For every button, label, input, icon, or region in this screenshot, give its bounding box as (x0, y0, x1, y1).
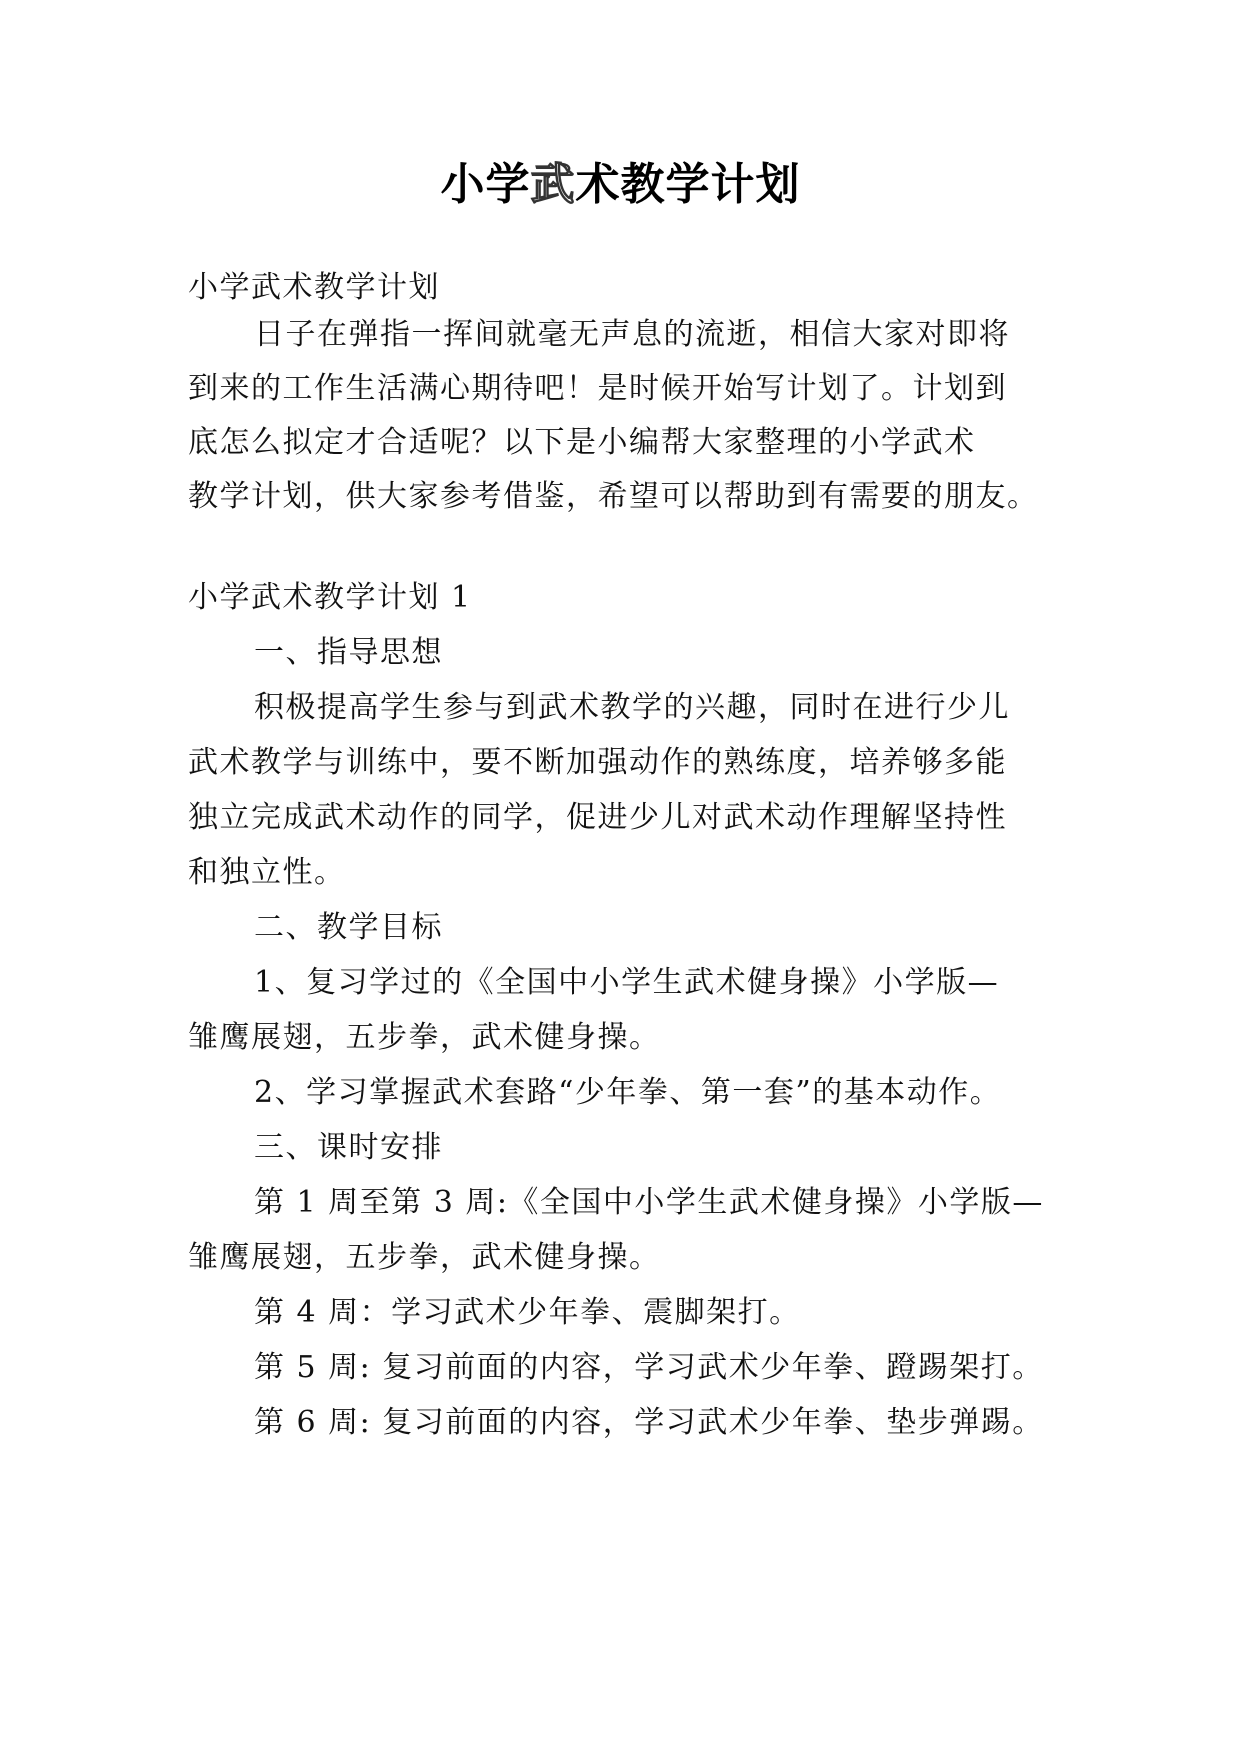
doc-heading: 小学武术教学计划 (188, 270, 440, 305)
guide-heading: 一、指导思想 (254, 635, 443, 670)
title-part-1: 小学 (440, 159, 531, 210)
guide-line: 独立完成武术动作的同学，促进少儿对武术动作理解坚持性 (188, 800, 1007, 835)
goal-line: 1、复习学过的《全国中小学生武术健身操》小学版— (254, 965, 1000, 1000)
section-heading: 小学武术教学计划 1 (188, 580, 472, 615)
intro-block (188, 268, 1058, 308)
intro-line: 教学计划，供大家参考借鉴，希望可以帮助到有需要的朋友。 (188, 479, 1039, 514)
guide-line: 和独立性。 (188, 855, 346, 890)
guide-line: 积极提高学生参与到武术教学的兴趣，同时在进行少儿 (254, 690, 1010, 725)
schedule-line: 雏鹰展翅，五步拳，武术健身操。 (188, 1240, 661, 1275)
goal-line: 雏鹰展翅，五步拳，武术健身操。 (188, 1020, 661, 1055)
intro-line: 底怎么拟定才合适呢？以下是小编帮大家整理的小学武术 (188, 425, 976, 460)
schedule-line: 第 4 周：学习武术少年拳、震脚架打。 (254, 1295, 801, 1330)
schedule-line: 第 1 周至第 3 周:《全国中小学生武术健身操》小学版— (254, 1185, 1044, 1220)
title-part-2: 武 (530, 159, 576, 210)
title-part-3: 术教学计划 (575, 159, 801, 210)
page-title (0, 150, 1241, 220)
guide-line: 武术教学与训练中，要不断加强动作的熟练度，培养够多能 (188, 745, 1007, 780)
schedule-heading: 三、课时安排 (254, 1130, 443, 1165)
schedule-line: 第 5 周: 复习前面的内容，学习武术少年拳、蹬踢架打。 (254, 1350, 1044, 1385)
schedule-line: 第 6 周: 复习前面的内容，学习武术少年拳、垫步弹踢。 (254, 1405, 1044, 1440)
intro-line: 到来的工作生活满心期待吧！是时候开始写计划了。计划到 (188, 371, 1007, 406)
intro-paragraph (188, 315, 1058, 531)
section-1 (188, 578, 1058, 1458)
goal-line: 2、学习掌握武术套路“少年拳、第一套”的基本动作。 (254, 1075, 1002, 1110)
goal-heading: 二、教学目标 (254, 910, 443, 945)
intro-line: 日子在弹指一挥间就毫无声息的流逝，相信大家对即将 (254, 317, 1010, 352)
